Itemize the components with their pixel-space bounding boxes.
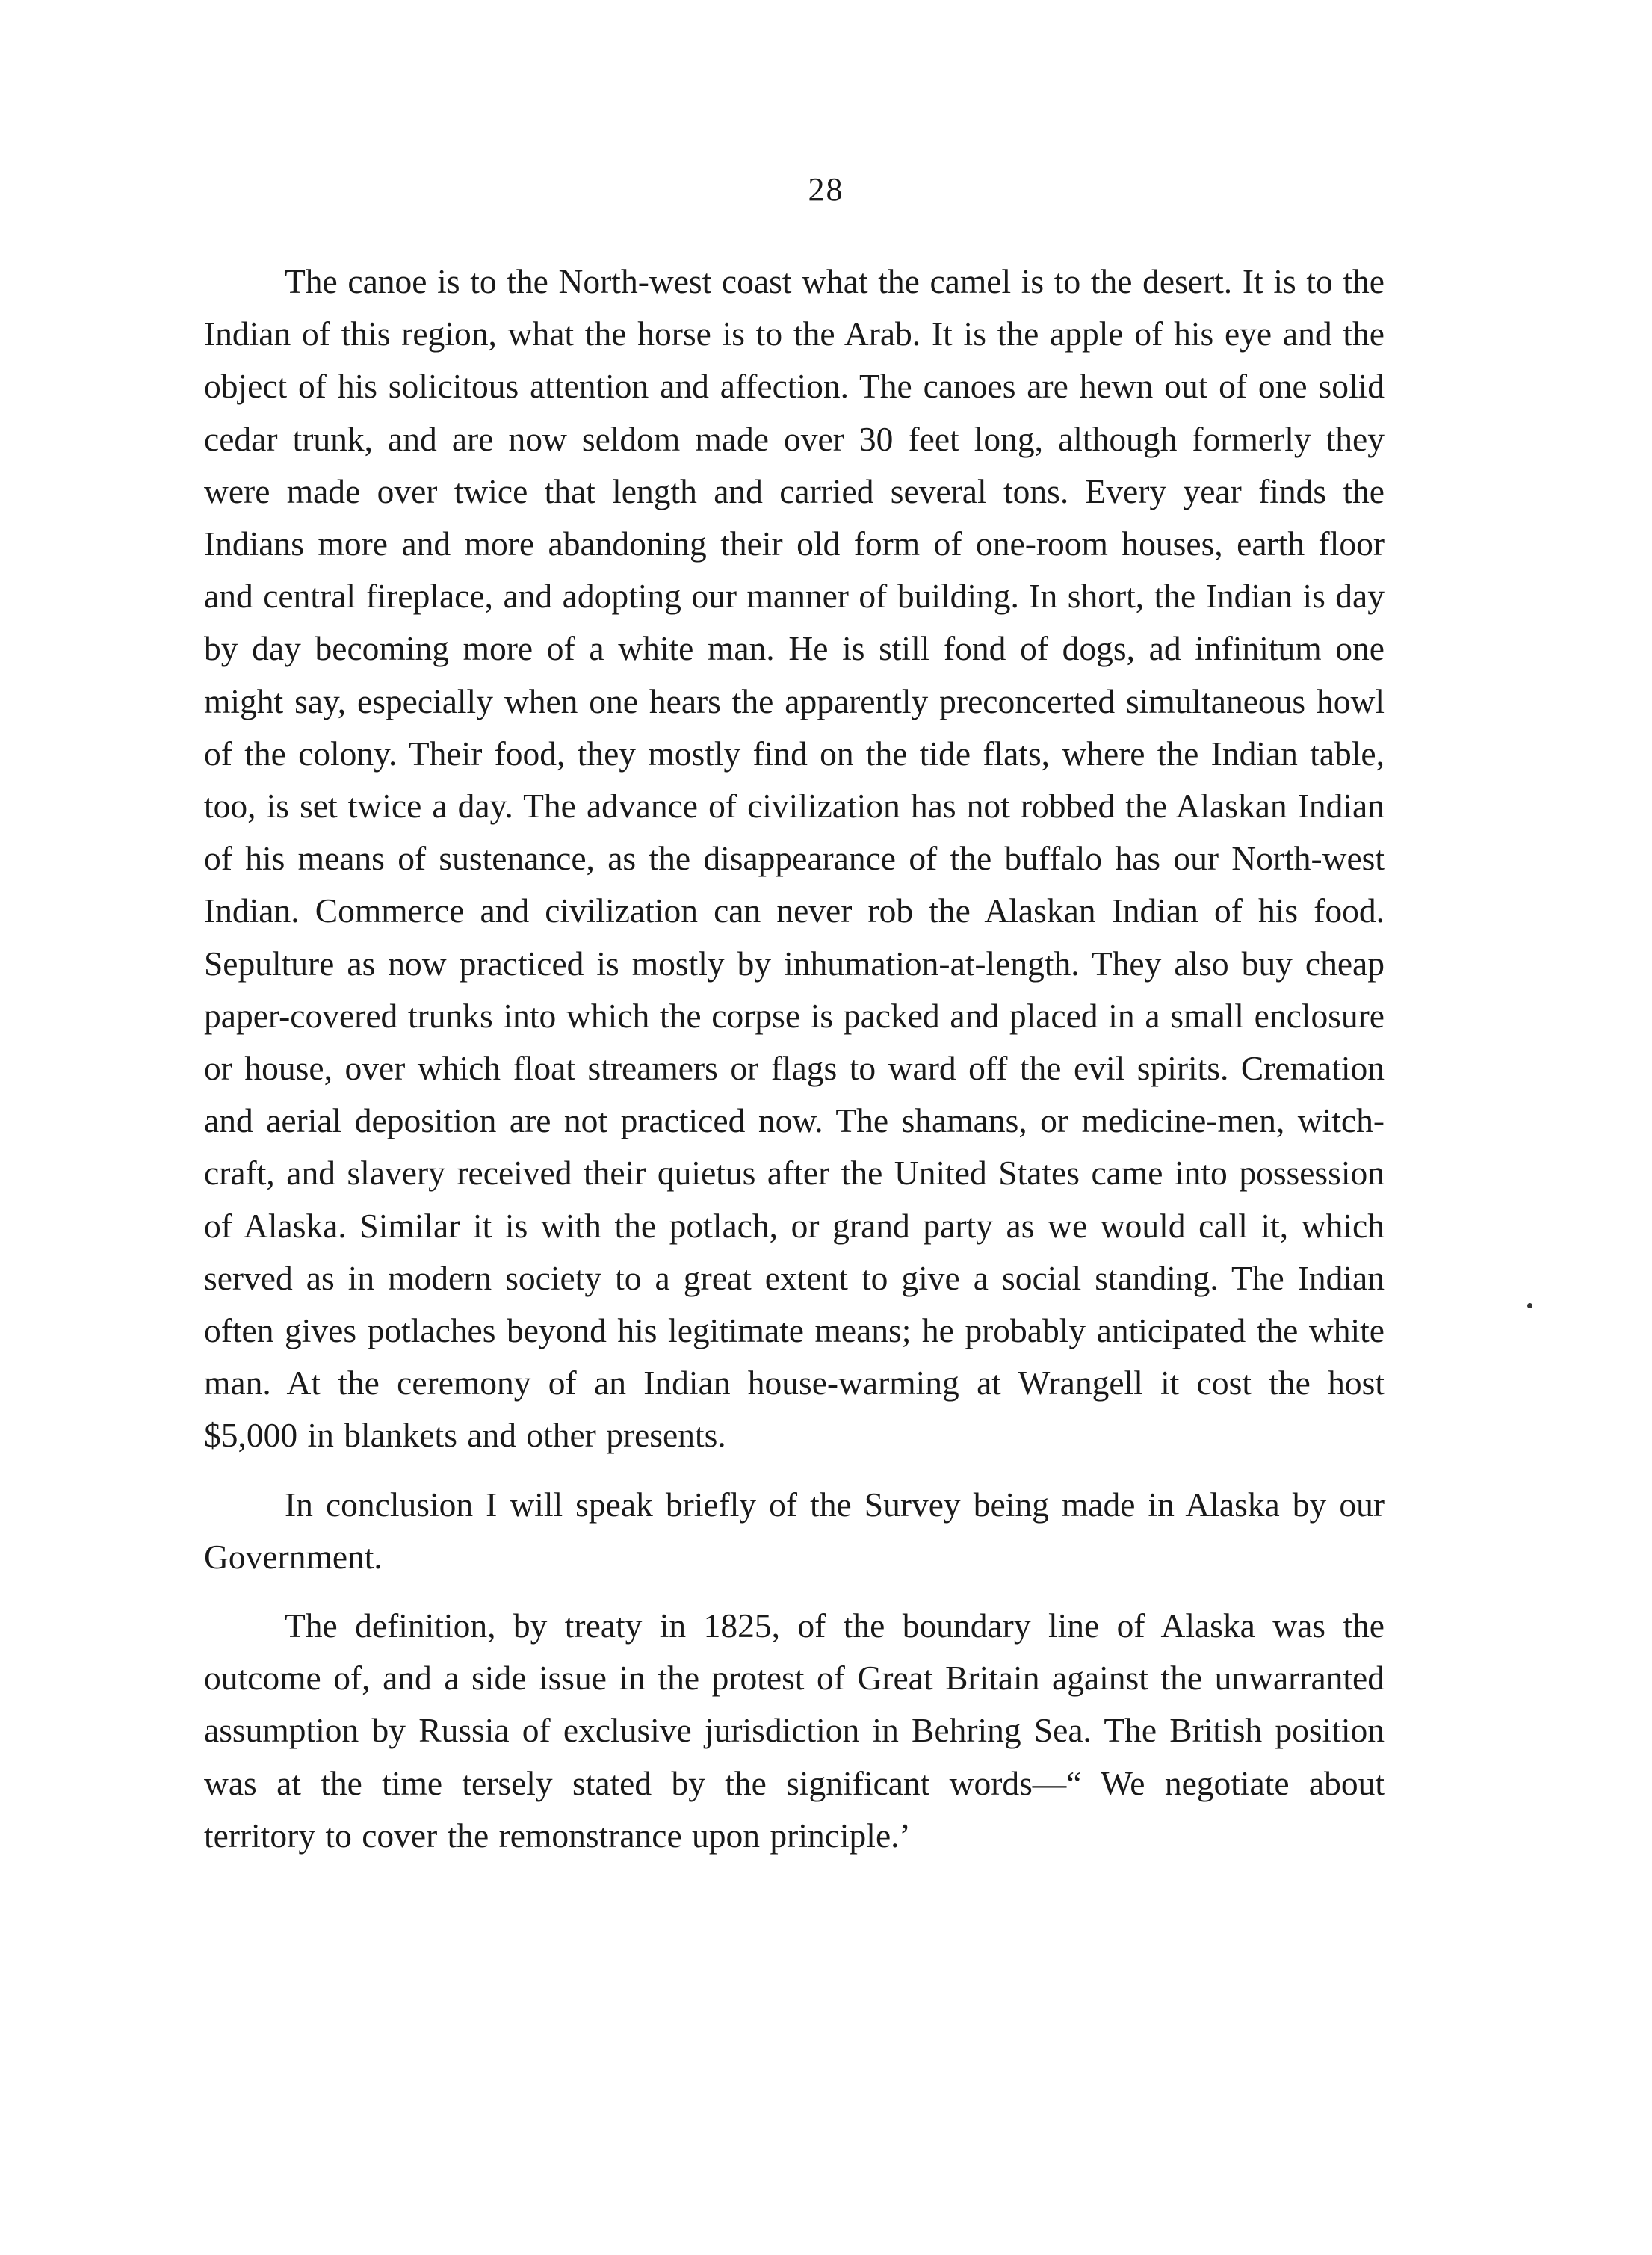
paragraph-conclusion: In conclusion I will speak briefly of the Survey being made in Alaska by our Government. [204, 1485, 1385, 1576]
margin-speck [1527, 1303, 1532, 1308]
paragraph-boundary-treaty: The definition, by treaty in 1825, of the boundary line of Alaska was the outcome of, and a side issue in the protest of Great Britain against the unwarranted assumption by Russia of exclusive jurisdiction in Behring Sea. The British position was at the time tersely stated by the significant words—“ We negotiate about territory to cover the remonstrance upon principle.’ [204, 1606, 1385, 1855]
body-text [204, 256, 1385, 1862]
paragraph-canoe: The canoe is to the North-west coast what the camel is to the desert. It is to the Indian of this region, what the horse is to the Arab. It is the apple of his eye and the object of his solicitous attention and affection. The canoes are hewn out of one solid cedar trunk, and are now seldom made over 30 feet long, although formerly they were made over twice that length and carried several tons. Every year finds the Indians more and more abandoning their old form of one-room houses, earth floor and central fireplace, and adopting our manner of building. In short, the Indian is day by day becoming more of a white man. He is still fond of dogs, ad infinitum one might say, especially when one hears the apparently preconcerted simultaneous howl of the colony. Their food, they mostly find on the tide flats, where the Indian table, too, is set twice a day. The advance of civilization has not robbed the Alaskan Indian of his means of sustenance, as the disappearance of the buffalo has our North-west Indian. Commerce and civilization can never rob the Alaskan Indian of his food. Sepulture as now practiced is mostly by inhumation-at-length. They also buy cheap paper-covered trunks into which the corpse is packed and placed in a small enclosure or house, over which float streamers or flags to ward off the evil spirits. Cremation and aerial deposition are not practiced now. The shamans, or medicine-men, witch-craft, and slavery received their quietus after the United States came into possession of Alaska. Similar it is with the potlach, or grand party as we would call it, which served as in modern society to a great extent to give a social standing. The Indian often gives potlaches beyond his legitimate means; he probably anticipated the white man. At the ceremony of an Indian house-warming at Wrangell it cost the host $5,000 in blankets and other presents. [204, 262, 1385, 1455]
page-number: 28 [808, 171, 844, 208]
